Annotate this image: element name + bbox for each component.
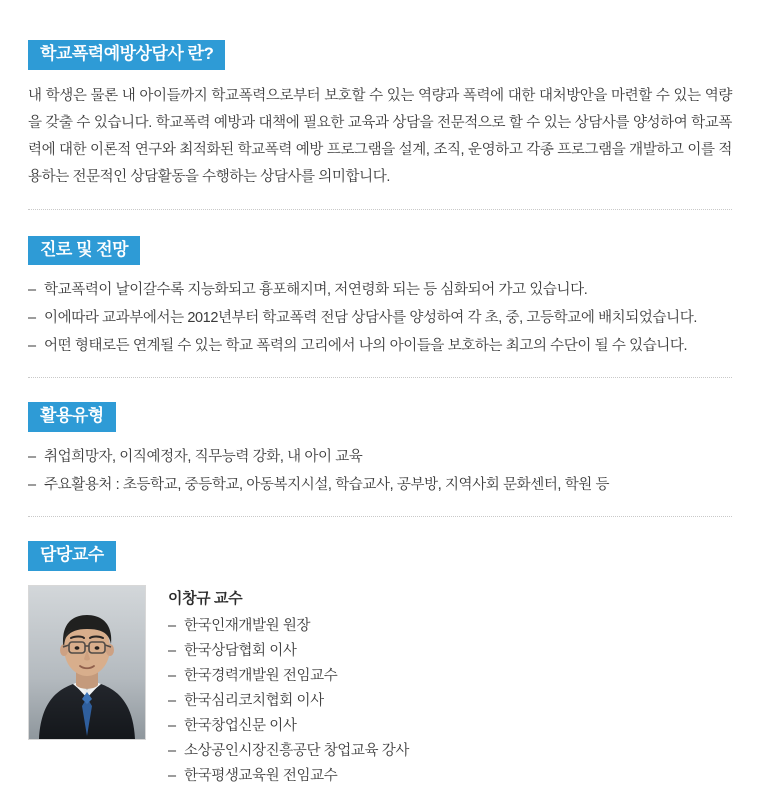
section-intro xyxy=(28,0,732,191)
section-intro-heading: 학교폭력예방상담사 란? xyxy=(28,40,225,70)
list-item: – 취업희망자, 이직예정자, 직무능력 강화, 내 아이 교육 xyxy=(28,444,732,470)
section-professor-heading: 담당교수 xyxy=(28,541,116,571)
portrait-illustration xyxy=(29,586,145,739)
section-professor xyxy=(28,517,732,789)
list-item: – 한국경력개발원 전임교수 xyxy=(168,664,732,689)
list-item: – 한국창업신문 이사 xyxy=(168,714,732,739)
section-career xyxy=(28,210,732,360)
professor-info xyxy=(168,585,732,789)
usage-list xyxy=(28,444,732,498)
professor-portrait-photo xyxy=(28,585,146,740)
professor-block xyxy=(28,585,732,789)
career-list xyxy=(28,277,732,359)
list-item: – 한국인재개발원 원장 xyxy=(168,614,732,639)
list-item: – 한국평생교육원 전임교수 xyxy=(168,764,732,789)
list-item: – 어떤 형태로든 연계될 수 있는 학교 폭력의 고리에서 나의 아이들을 보호하는 최고의 수단이 될 수 있습니다. xyxy=(28,333,732,359)
list-item: – 소상공인시장진흥공단 창업교육 강사 xyxy=(168,739,732,764)
list-item: – 이에따라 교과부에서는 2012년부터 학교폭력 전담 상담사를 양성하여 각 초, 중, 고등학교에 배치되었습니다. xyxy=(28,305,732,331)
section-usage-heading: 활용유형 xyxy=(28,402,116,432)
professor-credentials-list xyxy=(168,614,732,789)
professor-name: 이창규 교수 xyxy=(168,589,243,607)
list-item: – 주요활용처 : 초등학교, 중등학교, 아동복지시설, 학습교사, 공부방, 지역사회 문화센터, 학원 등 xyxy=(28,472,732,498)
list-item: – 학교폭력이 날이갈수록 지능화되고 흉포해지며, 저연령화 되는 등 심화되어 가고 있습니다. xyxy=(28,277,732,303)
section-intro-body: 내 학생은 물론 내 아이들까지 학교폭력으로부터 보호할 수 있는 역량과 폭력에 대한 대처방안을 마련할 수 있는 역량을 갖출 수 있습니다. 학교폭력 예방과 대책에 필요한 교육과 상담을 전문적으로 할 수 있는 상담사를 양성하여 학교폭력에 대한 이론적 연구와 최적화된 학교폭력 예방 프로그램을 설계, 조직, 운영하고 각종 프로그램을 개발하고 이를 적용하는 전문적인 상담활동을 수행하는 상담사를 의미합니다. xyxy=(28,87,732,185)
list-item: – 한국상담협회 이사 xyxy=(168,639,732,664)
list-item: – 한국심리코치협회 이사 xyxy=(168,689,732,714)
section-usage xyxy=(28,378,732,498)
section-career-heading: 진로 및 전망 xyxy=(28,236,140,266)
